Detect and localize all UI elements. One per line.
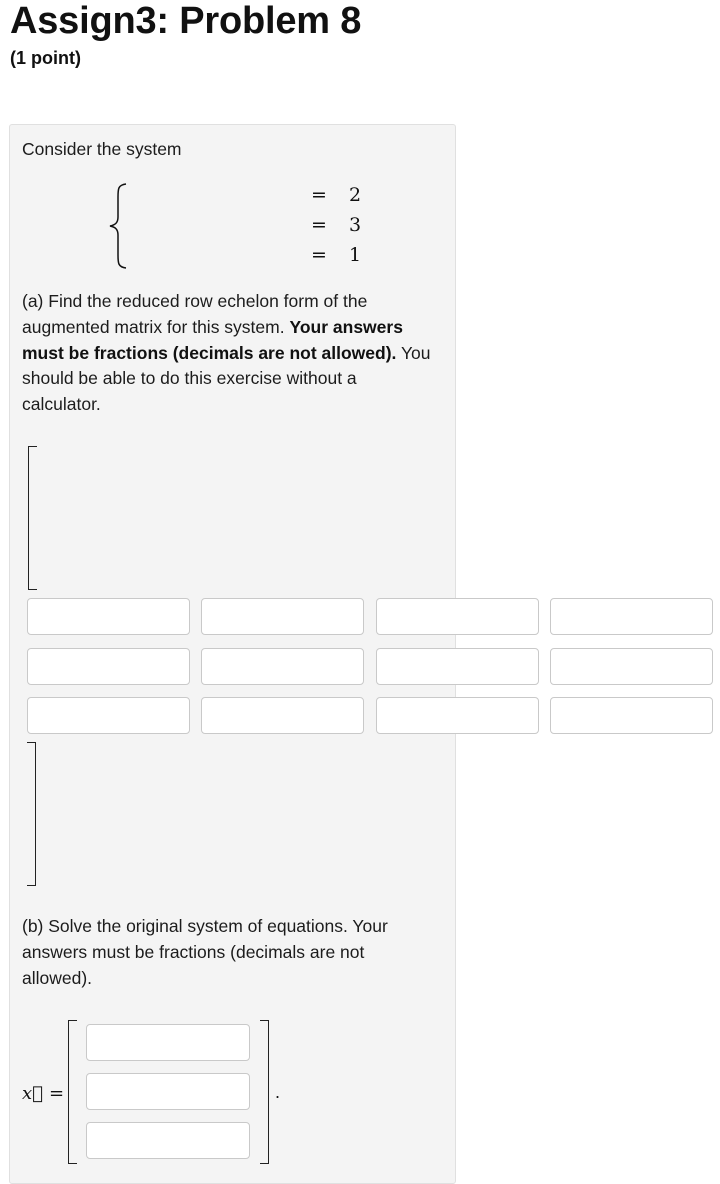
matrix-cell-r1c4[interactable] (550, 598, 713, 635)
page-title: Assign3: Problem 8 (10, 0, 362, 42)
matrix-cell-r2c3[interactable] (376, 648, 539, 685)
vector-period: . (275, 1082, 281, 1102)
matrix-cell-r3c1[interactable] (27, 697, 190, 734)
matrix-right-bracket (27, 742, 36, 886)
equation-2-sign: = (311, 214, 327, 236)
matrix-left-bracket (28, 446, 37, 590)
matrix-cell-r3c2[interactable] (201, 697, 364, 734)
part-a-text-1: (a) Find the reduced row echelon form of the augmented matrix for this system. (22, 291, 368, 337)
equation-3-sign: = (311, 244, 327, 266)
vector-equals-sign: = (48, 1083, 65, 1104)
solution-x3-input[interactable] (86, 1122, 250, 1159)
left-brace (108, 183, 128, 269)
matrix-cell-r1c1[interactable] (27, 598, 190, 635)
matrix-cell-r3c3[interactable] (376, 697, 539, 734)
vector-right-bracket (260, 1020, 269, 1164)
part-b-instructions: (b) Solve the original system of equations. Your answers must be fractions (decimals are not allowed). (22, 916, 388, 988)
intro-text: Consider the system (22, 139, 182, 159)
vector-left-bracket (68, 1020, 77, 1164)
equation-1-sign: = (311, 184, 327, 206)
matrix-cell-r2c1[interactable] (27, 648, 190, 685)
solution-x2-input[interactable] (86, 1073, 250, 1110)
solution-x1-input[interactable] (86, 1024, 250, 1061)
matrix-cell-r1c3[interactable] (376, 598, 539, 635)
part-a-text-2: You should be able to do this exercise without a calculator. (22, 342, 431, 415)
solution-vector-label (22, 1083, 64, 1104)
vector-x-symbol: x⃗ (22, 1083, 43, 1104)
equation-3-rhs: 1 (349, 244, 362, 266)
matrix-cell-r2c2[interactable] (201, 648, 364, 685)
part-a-instructions (22, 289, 437, 418)
equation-1-rhs: 2 (349, 184, 362, 206)
matrix-cell-r2c4[interactable] (550, 648, 713, 685)
matrix-cell-r1c2[interactable] (201, 598, 364, 635)
matrix-cell-r3c4[interactable] (550, 697, 713, 734)
points-label: (1 point) (10, 48, 81, 68)
part-a-emphasis: Your answers must be fractions (decimals are not allowed). (22, 316, 403, 363)
equation-2-rhs: 3 (349, 214, 362, 236)
